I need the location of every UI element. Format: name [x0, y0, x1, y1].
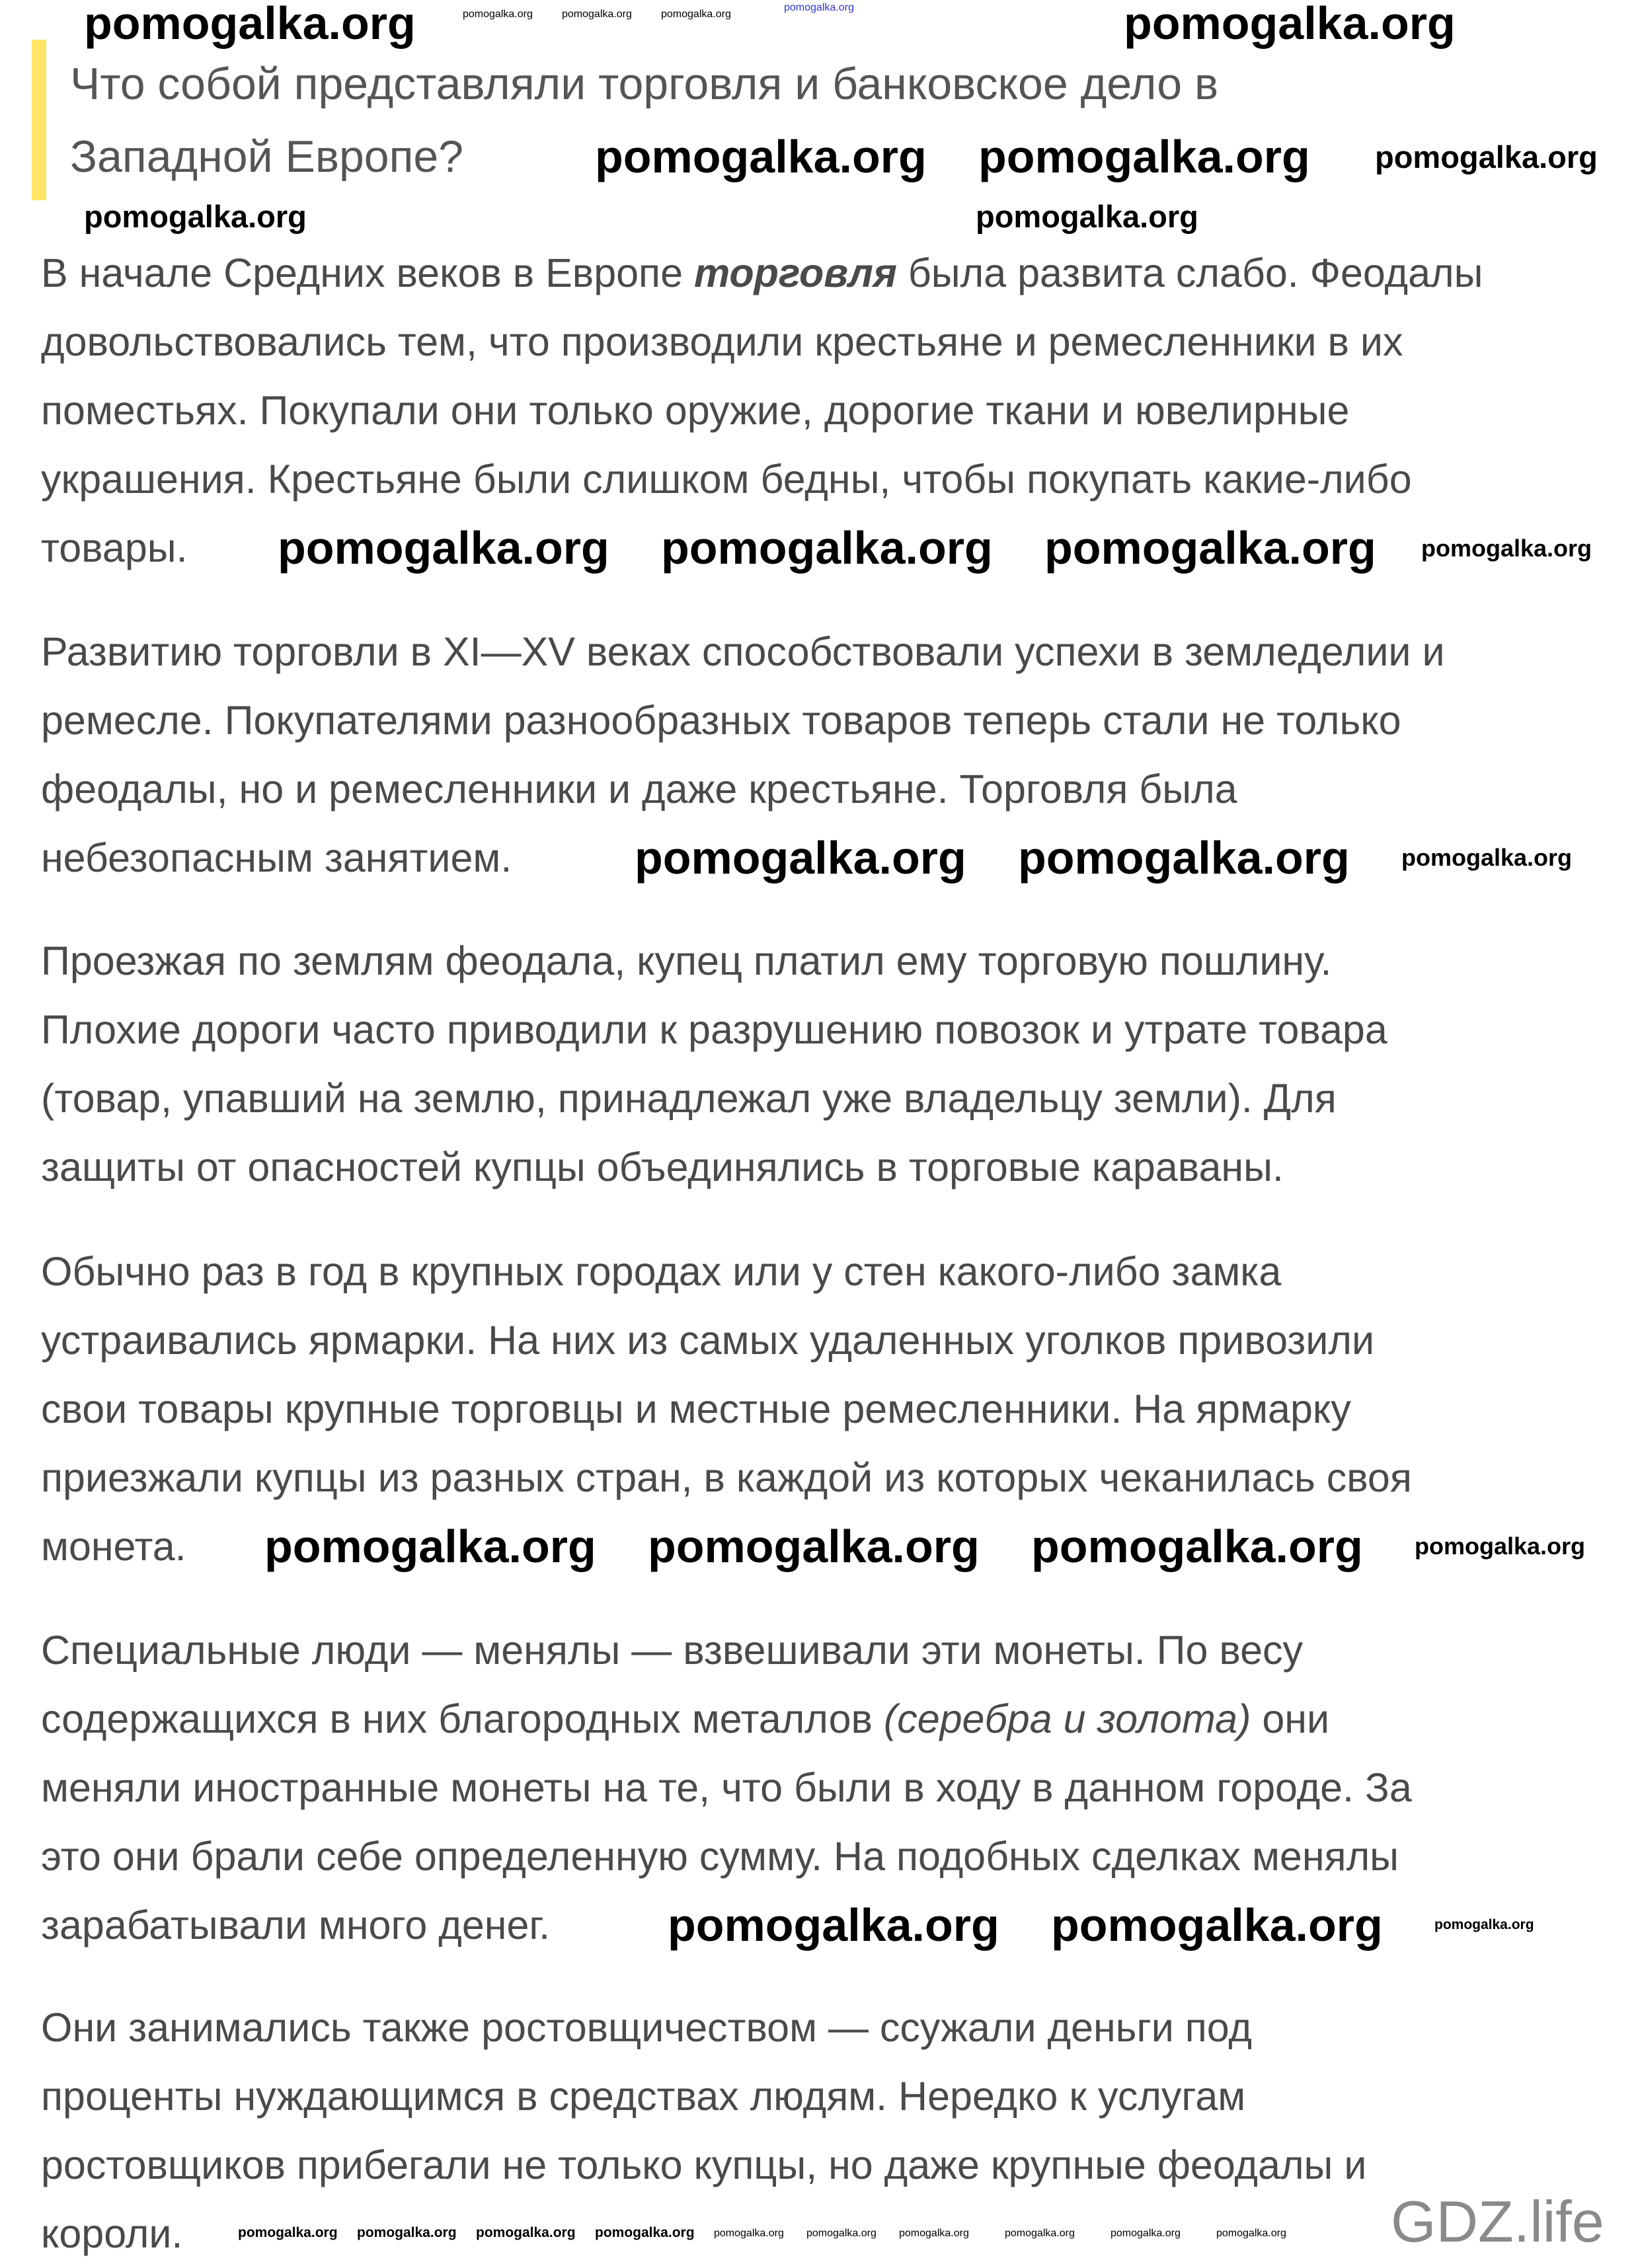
text: содержащихся в них благородных металлов	[41, 1696, 884, 1741]
watermark: pomogalka.org	[595, 131, 927, 182]
watermark: pomogalka.org	[1031, 1521, 1363, 1572]
text-line: (товар, упавший на землю, принадлежал уже владельцу земли). Для	[41, 1076, 1337, 1121]
text-line: проценты нуждающимся в средствах людям. Нередко к услугам	[41, 2074, 1246, 2119]
watermark: pomogalka.org	[978, 131, 1310, 182]
watermark: pomogalka.org	[562, 9, 632, 20]
text-line: это они брали себе определенную сумму. На подобных сделках менялы	[41, 1834, 1399, 1879]
watermark: pomogalka.org	[635, 832, 966, 884]
text-line: меняли иностранные монеты на те, что были в ходу в данном городе. За	[41, 1765, 1412, 1810]
gdz-logo: GDZ.life	[1391, 2189, 1604, 2254]
text-line: Обычно раз в год в крупных городах или у стен какого-либо замка	[41, 1249, 1282, 1294]
text-line: Проезжая по землям феодала, купец платил ему торговую пошлину.	[41, 938, 1332, 983]
text-line: поместьях. Покупали они только оружие, дорогие ткани и ювелирные	[41, 388, 1350, 433]
text-line: товары.	[41, 525, 188, 570]
emphasis-term: торговля	[693, 250, 897, 295]
watermark: pomogalka.org	[238, 2225, 338, 2240]
text-line: приезжали купцы из разных стран, в каждой из которых чеканилась своя	[41, 1455, 1412, 1500]
text-line: довольствовались тем, что производили крестьяне и ремесленники в их	[41, 319, 1403, 364]
italic-note: (серебра и золота)	[883, 1696, 1251, 1741]
text-line: свои товары крупные торговцы и местные ремесленники. На ярмарку	[41, 1386, 1351, 1431]
text: они	[1251, 1696, 1330, 1741]
watermark: pomogalka.org	[661, 9, 731, 20]
text-line: феодалы, но и ремесленники и даже крестьяне. Торговля была	[41, 767, 1237, 812]
watermark: pomogalka.org	[806, 2228, 877, 2239]
watermark: pomogalka.org	[1124, 0, 1456, 49]
text-line: небезопасным занятием.	[41, 835, 512, 880]
text-line: зарабатывали много денег.	[41, 1903, 551, 1947]
text-line: Специальные люди — менялы — взвешивали эти монеты. По весу	[41, 1628, 1304, 1673]
text-line: ростовщиков прибегали не только купцы, но даже крупные феодалы и	[41, 2142, 1367, 2187]
text-line	[41, 239, 1483, 307]
text-line: Развитию торговли в XI—XV веках способствовали успехи в земледелии и	[41, 629, 1445, 674]
watermark: pomogalka.org	[476, 2225, 576, 2240]
watermark: pomogalka.org	[1415, 1532, 1586, 1560]
watermark: pomogalka.org	[1434, 1917, 1534, 1932]
top-watermark: pomogalka.org	[784, 2, 854, 13]
text: была развита слабо. Феодалы	[896, 250, 1483, 295]
watermark: pomogalka.org	[1051, 1899, 1383, 1951]
text-line: монета.	[41, 1524, 186, 1569]
watermark: pomogalka.org	[84, 199, 307, 234]
watermark: pomogalka.org	[84, 0, 416, 49]
watermark: pomogalka.org	[1216, 2228, 1286, 2239]
watermark: pomogalka.org	[899, 2228, 969, 2239]
text-line: защиты от опасностей купцы объединялись в торговые караваны.	[41, 1145, 1284, 1190]
watermark: pomogalka.org	[278, 522, 609, 574]
text: В начале Средних веков в Европе	[41, 250, 694, 295]
watermark: pomogalka.org	[264, 1521, 596, 1572]
watermark: pomogalka.org	[1044, 522, 1376, 574]
watermark: pomogalka.org	[1111, 2228, 1181, 2239]
watermark: pomogalka.org	[1005, 2228, 1075, 2239]
text-line	[41, 1684, 1412, 1753]
title-line: Западной Европе?	[70, 132, 464, 182]
watermark: pomogalka.org	[1018, 832, 1350, 884]
watermark: pomogalka.org	[463, 9, 533, 20]
watermark: pomogalka.org	[595, 2225, 695, 2240]
question-accent-bar	[32, 40, 46, 200]
text-line: украшения. Крестьяне были слишком бедны, чтобы покупать какие-либо	[41, 457, 1412, 502]
text-line: короли.	[41, 2211, 183, 2256]
watermark: pomogalka.org	[1401, 844, 1573, 871]
text-line: Плохие дороги часто приводили к разрушению повозок и утрате товара	[41, 1007, 1387, 1052]
title-line: Что собой представляли торговля и банковское дело в	[70, 59, 1219, 109]
watermark: pomogalka.org	[661, 522, 993, 574]
watermark: pomogalka.org	[1375, 139, 1598, 174]
paragraph-3	[41, 926, 1387, 1201]
watermark: pomogalka.org	[668, 1899, 999, 1951]
text-line: Они занимались также ростовщичеством — ссужали деньги под	[41, 2005, 1252, 2050]
watermark: pomogalka.org	[357, 2225, 457, 2240]
text-line: устраивались ярмарки. На них из самых удаленных уголков привозили	[41, 1318, 1375, 1363]
watermark: pomogalka.org	[976, 199, 1198, 234]
watermark: pomogalka.org	[714, 2228, 784, 2239]
watermark: pomogalka.org	[648, 1521, 980, 1572]
text-line: ремесле. Покупателями разнообразных товаров теперь стали не только	[41, 698, 1401, 743]
watermark: pomogalka.org	[1421, 535, 1592, 562]
